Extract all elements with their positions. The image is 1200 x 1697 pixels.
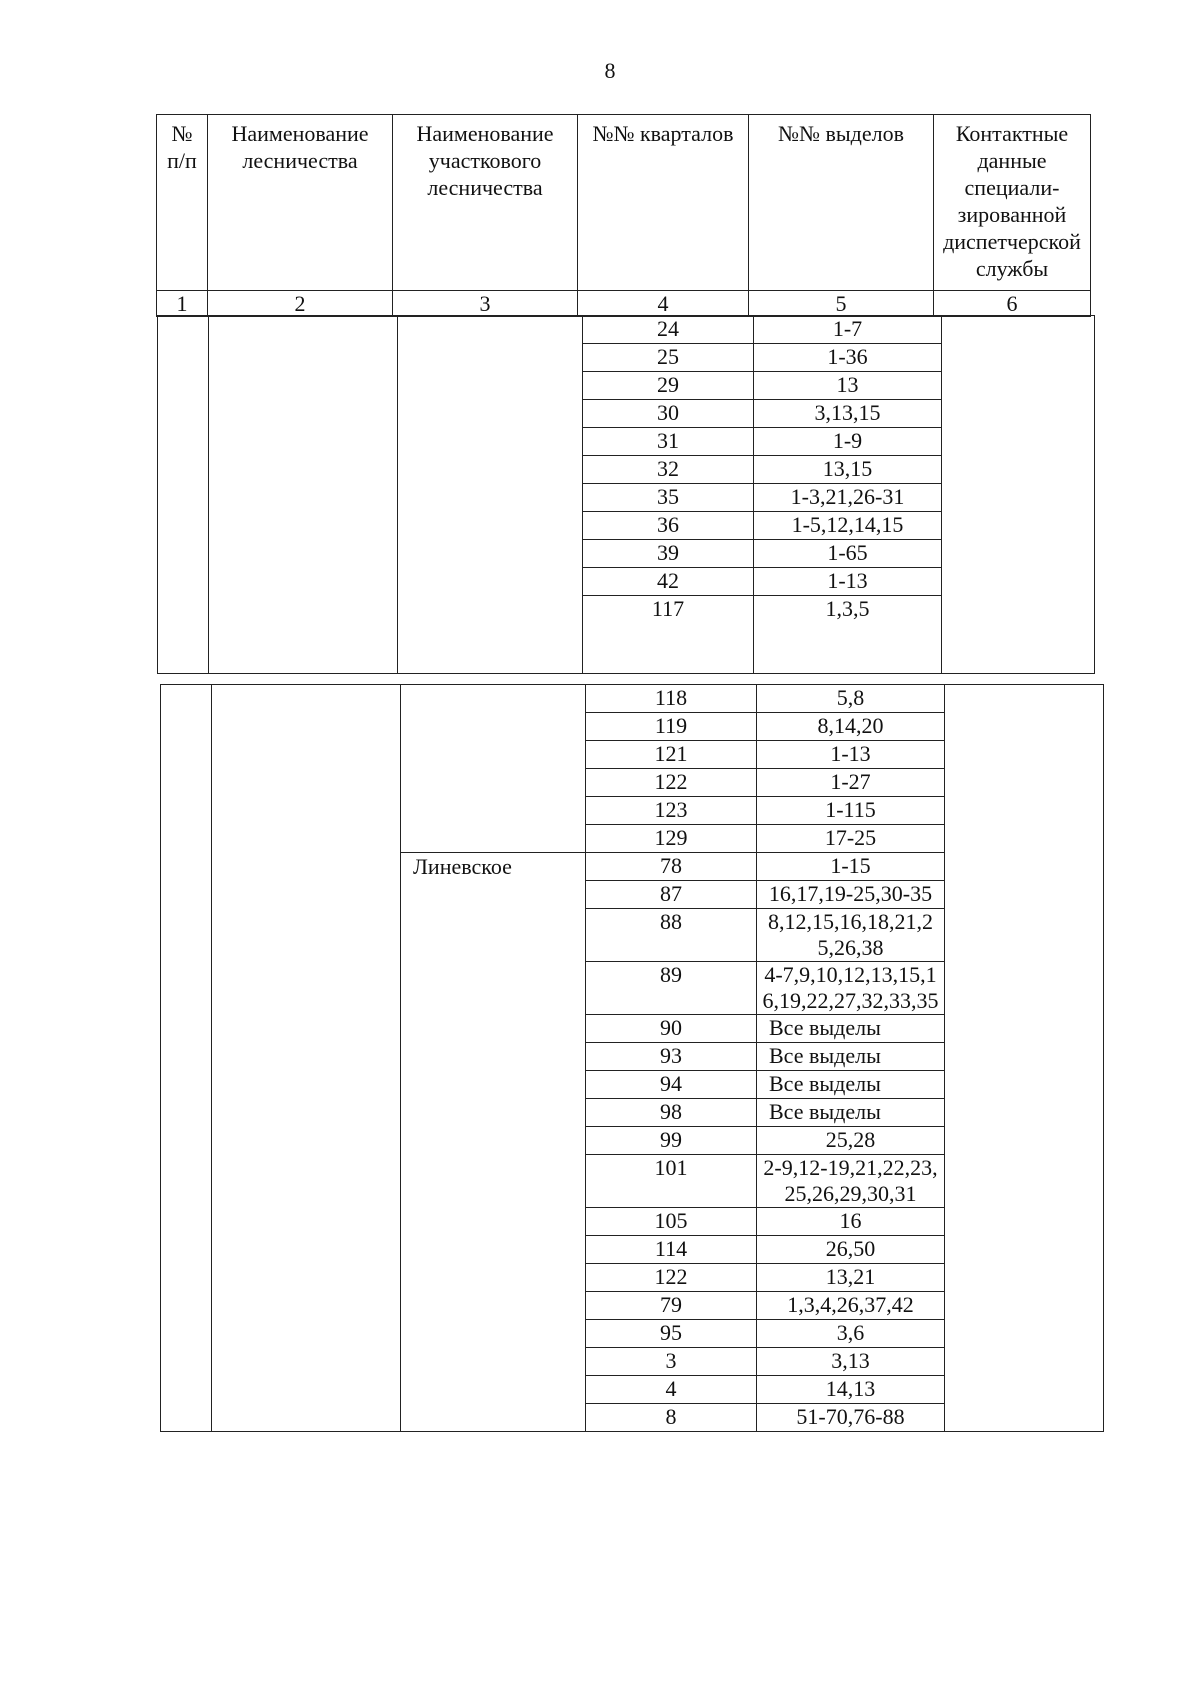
kvartal-cell: 25 [583, 344, 754, 372]
kvartal-cell: 99 [586, 1127, 757, 1155]
kvartal-cell: 90 [586, 1015, 757, 1043]
vydel-cell: 13,21 [757, 1264, 945, 1292]
cell-forestry-empty [209, 316, 398, 674]
vydel-cell: 1-5,12,14,15 [754, 512, 942, 540]
column-number: 6 [934, 291, 1091, 317]
vydel-cell: 3,13,15 [754, 400, 942, 428]
cell-number-empty [158, 316, 209, 674]
vydel-cell: Все выделы [757, 1071, 945, 1099]
vydel-cell: 14,13 [757, 1376, 945, 1404]
header-col-contacts: Контактные данные специали-зированной диспетчерской службы [934, 115, 1091, 291]
kvartal-cell: 87 [586, 881, 757, 909]
kvartal-cell: 122 [586, 1264, 757, 1292]
cell-number-empty [161, 685, 212, 1432]
vydel-cell: 16,17,19-25,30-35 [757, 881, 945, 909]
kvartal-cell: 30 [583, 400, 754, 428]
kvartal-cell: 35 [583, 484, 754, 512]
table-group-1 [157, 315, 1095, 674]
vydel-cell: 4-7,9,10,12,13,15,16,19,22,27,32,33,35 [757, 962, 945, 1015]
kvartal-cell: 101 [586, 1155, 757, 1208]
vydel-cell: 2-9,12-19,21,22,23,25,26,29,30,31 [757, 1155, 945, 1208]
kvartal-cell: 98 [586, 1099, 757, 1127]
cell-district-empty [398, 316, 583, 674]
kvartal-cell: 118 [586, 685, 757, 713]
cell-contacts-empty [945, 685, 1104, 1432]
vydel-cell: 1-115 [757, 797, 945, 825]
kvartal-cell: 89 [586, 962, 757, 1015]
vydel-cell: 51-70,76-88 [757, 1404, 945, 1432]
district-forestry-name: Линевское [401, 853, 586, 1432]
vydel-cell: Все выделы [757, 1015, 945, 1043]
kvartal-cell: 94 [586, 1071, 757, 1099]
vydel-cell: 1-7 [754, 316, 942, 344]
vydel-cell: 17-25 [757, 825, 945, 853]
vydel-cell: 1-36 [754, 344, 942, 372]
kvartal-cell: 3 [586, 1348, 757, 1376]
vydel-cell: 3,6 [757, 1320, 945, 1348]
kvartal-cell: 93 [586, 1043, 757, 1071]
vydel-cell: 5,8 [757, 685, 945, 713]
kvartal-cell: 78 [586, 853, 757, 881]
vydel-cell: 25,28 [757, 1127, 945, 1155]
kvartal-cell: 117 [583, 596, 754, 674]
kvartal-cell: 119 [586, 713, 757, 741]
kvartal-cell: 114 [586, 1236, 757, 1264]
vydel-cell: 1-15 [757, 853, 945, 881]
column-number: 4 [578, 291, 749, 317]
column-number: 5 [749, 291, 934, 317]
kvartal-cell: 95 [586, 1320, 757, 1348]
vydel-cell: 1-13 [754, 568, 942, 596]
header-col-vydel: №№ выделов [749, 115, 934, 291]
vydel-cell: 3,13 [757, 1348, 945, 1376]
cell-contacts-empty [942, 316, 1095, 674]
header-col-forestry: Наименование лесничества [208, 115, 393, 291]
vydel-cell: 1-27 [757, 769, 945, 797]
kvartal-cell: 121 [586, 741, 757, 769]
column-number: 2 [208, 291, 393, 317]
kvartal-cell: 123 [586, 797, 757, 825]
kvartal-cell: 129 [586, 825, 757, 853]
kvartal-cell: 36 [583, 512, 754, 540]
kvartal-cell: 31 [583, 428, 754, 456]
vydel-cell: 16 [757, 1208, 945, 1236]
kvartal-cell: 79 [586, 1292, 757, 1320]
page-number: 8 [604, 58, 616, 83]
kvartal-cell: 105 [586, 1208, 757, 1236]
kvartal-cell: 8 [586, 1404, 757, 1432]
table-group-2 [160, 684, 1104, 1432]
kvartal-cell: 24 [583, 316, 754, 344]
kvartal-cell: 39 [583, 540, 754, 568]
vydel-cell: 8,12,15,16,18,21,25,26,38 [757, 909, 945, 962]
cell-forestry-empty [212, 685, 401, 1432]
kvartal-cell: 122 [586, 769, 757, 797]
vydel-cell: 26,50 [757, 1236, 945, 1264]
vydel-cell: Все выделы [757, 1099, 945, 1127]
vydel-cell: 13,15 [754, 456, 942, 484]
column-number: 3 [393, 291, 578, 317]
vydel-cell: 1-65 [754, 540, 942, 568]
header-col-number: № п/п [157, 115, 208, 291]
vydel-cell: 1,3,4,26,37,42 [757, 1292, 945, 1320]
table-header [156, 114, 1091, 317]
vydel-cell: 13 [754, 372, 942, 400]
header-col-district-forestry: Наименование участкового лесничества [393, 115, 578, 291]
vydel-cell: 1-13 [757, 741, 945, 769]
kvartal-cell: 42 [583, 568, 754, 596]
kvartal-cell: 29 [583, 372, 754, 400]
header-col-kvartal: №№ кварталов [578, 115, 749, 291]
vydel-cell: 8,14,20 [757, 713, 945, 741]
cell-district-empty [401, 685, 586, 853]
kvartal-cell: 88 [586, 909, 757, 962]
vydel-cell: Все выделы [757, 1043, 945, 1071]
vydel-cell: 1-9 [754, 428, 942, 456]
kvartal-cell: 32 [583, 456, 754, 484]
column-number: 1 [157, 291, 208, 317]
vydel-cell: 1-3,21,26-31 [754, 484, 942, 512]
vydel-cell: 1,3,5 [754, 596, 942, 674]
kvartal-cell: 4 [586, 1376, 757, 1404]
